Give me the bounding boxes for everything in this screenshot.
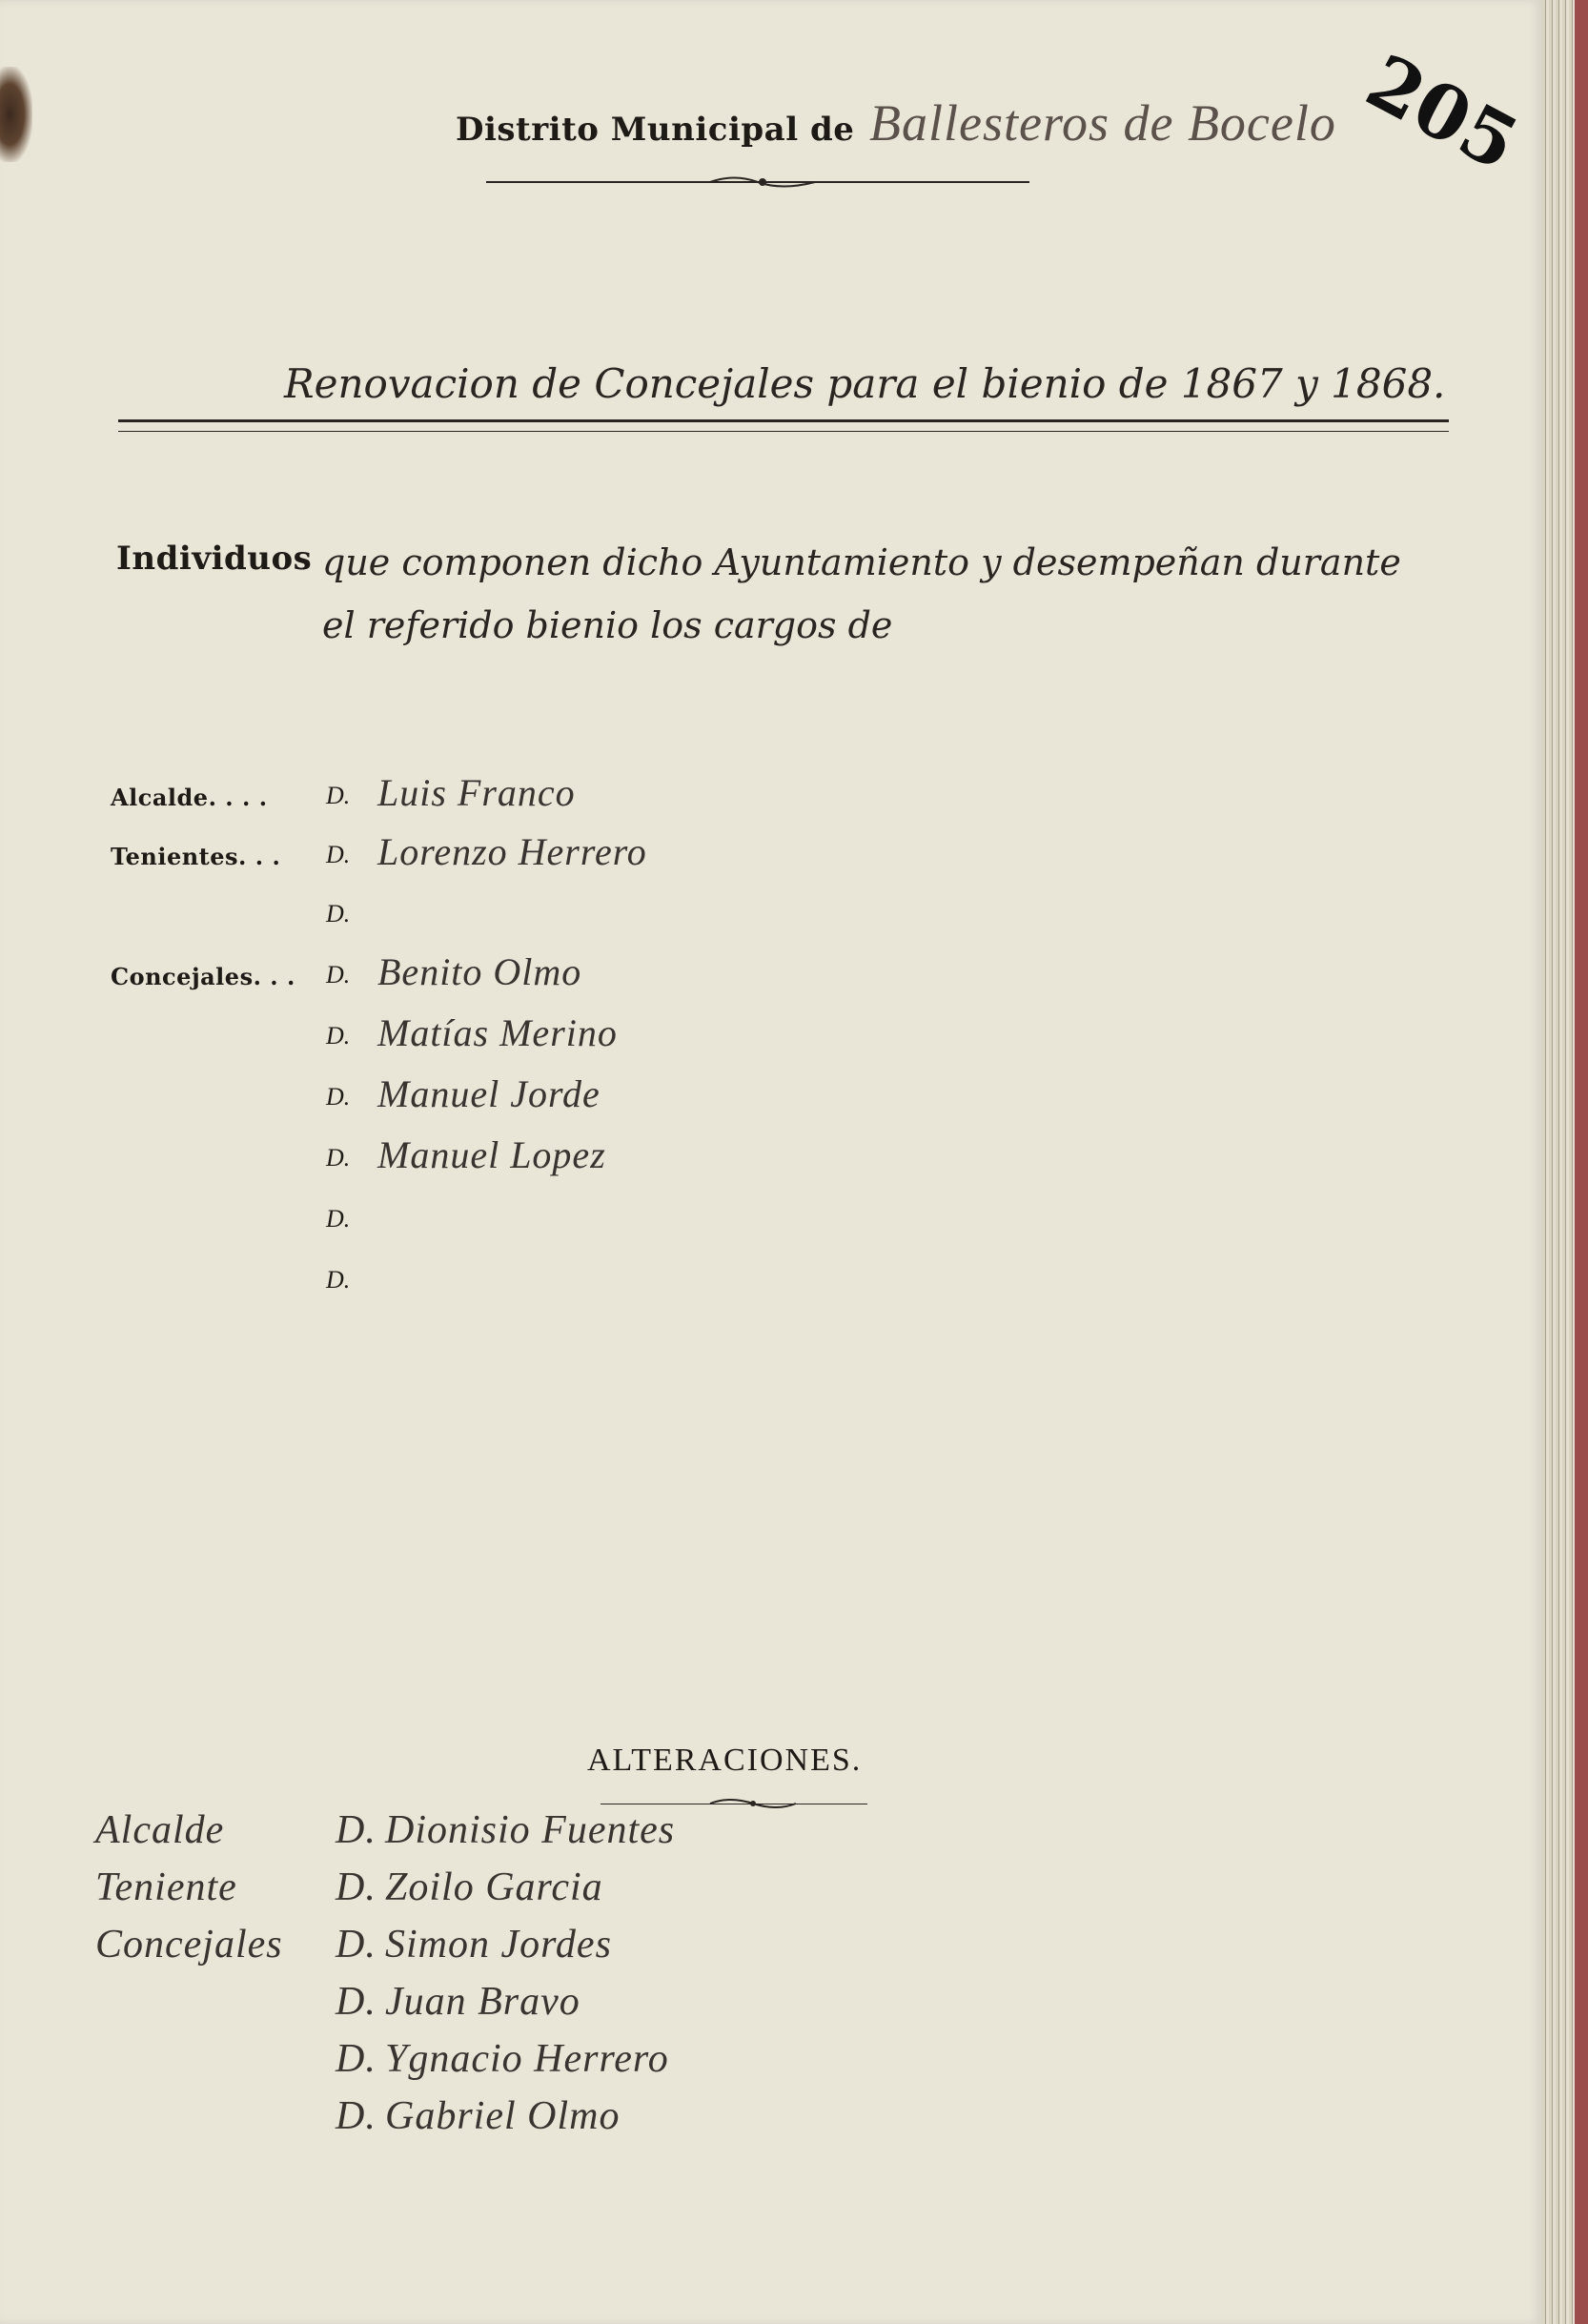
member-concejal-1: Benito Olmo	[377, 950, 582, 993]
folio-number: 205	[1353, 38, 1533, 189]
intro-line-1: que componen dicho Ayuntamiento y desempeñan durante	[322, 541, 1401, 583]
corner-stain	[0, 67, 32, 162]
binding-edge	[1575, 0, 1588, 2324]
alteracion-name-6: Gabriel Olmo	[385, 2094, 621, 2138]
role-label-concejales: Concejales. . .	[111, 963, 295, 990]
prefix-d-1: D.	[326, 782, 351, 809]
alteracion-prefix-6: D.	[336, 2094, 377, 2138]
title-rule-top	[118, 419, 1449, 422]
alteracion-name-4: Juan Bravo	[385, 1980, 580, 2024]
member-concejal-3: Manuel Jorde	[377, 1072, 601, 1115]
alteracion-prefix-2: D.	[336, 1865, 377, 1909]
alteracion-prefix-3: D.	[336, 1923, 377, 1967]
member-concejal-4: Manuel Lopez	[377, 1133, 606, 1176]
document-title: Renovacion de Concejales para el bienio de 1867 y 1868.	[284, 360, 1446, 407]
intro-lead: Individuos	[116, 540, 313, 578]
prefix-d-2: D.	[326, 841, 351, 868]
alteracion-name-2: Zoilo Garcia	[385, 1865, 603, 1909]
alteracion-role-1: Alcalde	[95, 1808, 225, 1852]
role-label-tenientes: Tenientes. . .	[111, 843, 281, 870]
alteracion-prefix-1: D.	[336, 1808, 377, 1852]
alteracion-role-2: Teniente	[95, 1865, 237, 1909]
alteracion-prefix-5: D.	[336, 2037, 377, 2081]
prefix-d-5: D.	[326, 1022, 351, 1050]
alteraciones-heading: ALTERACIONES.	[587, 1743, 863, 1778]
title-rule-bottom	[118, 431, 1449, 432]
alteracion-name-3: Simon Jordes	[385, 1923, 612, 1967]
alteracion-prefix-4: D.	[336, 1980, 377, 2024]
intro-line-2: el referido bienio los cargos de	[322, 604, 893, 646]
alteraciones-ornament	[705, 1794, 801, 1813]
prefix-d-3: D.	[326, 900, 351, 928]
header-ornament	[705, 172, 820, 193]
district-name: Ballesteros de Bocelo	[869, 94, 1336, 152]
prefix-d-4: D.	[326, 961, 351, 989]
prefix-d-8: D.	[326, 1205, 351, 1233]
alteracion-name-5: Ygnacio Herrero	[385, 2037, 669, 2081]
prefix-d-9: D.	[326, 1266, 351, 1294]
district-label: Distrito Municipal de	[456, 111, 855, 149]
alteracion-role-3: Concejales	[95, 1923, 283, 1967]
role-label-alcalde: Alcalde. . . .	[111, 784, 268, 811]
member-teniente-1: Lorenzo Herrero	[377, 830, 647, 873]
member-alcalde: Luis Franco	[377, 771, 576, 814]
prefix-d-7: D.	[326, 1144, 351, 1172]
alteracion-name-1: Dionisio Fuentes	[385, 1808, 676, 1852]
member-concejal-2: Matías Merino	[377, 1011, 618, 1054]
prefix-d-6: D.	[326, 1083, 351, 1111]
